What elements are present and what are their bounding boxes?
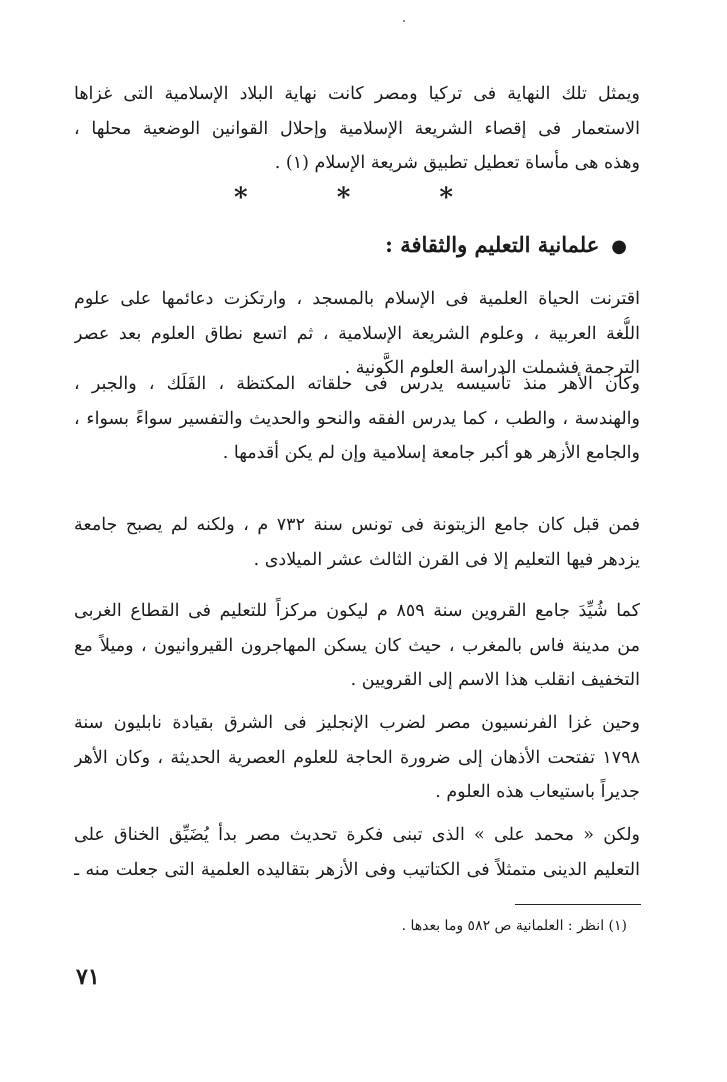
paragraph-7 [74,818,640,887]
text-line: وكان الأهر منذ تأسيسه يدرس فى حلقاته المكتظة ، الفَلَك ، والجبر ، [74,374,640,394]
page-number: ٧١ [76,964,100,990]
paragraph-5 [74,594,640,698]
text-line: ١٧٩٨ تفتحت الأذهان إلى ضرورة الحاجة للعلوم العصرية الحديثة ، وكان الأهر [74,747,640,768]
text-line: والجامع الأزهر هو أكبر جامعة إسلامية وإن لم يكن أقدمها . [222,443,640,463]
text-line: التخفيف انقلب هذا الاسم إلى القرويين . [350,670,640,690]
text-line: الترجمة فشملت الدراسة العلوم الكَّونية . [344,358,640,378]
text-line: اللُّغة العربية ، وعلوم الشريعة الإسلامية ، ثم اتسع نطاق العلوم بعد عصر [74,323,640,344]
paragraph-3 [74,367,640,471]
text-line: وحين غزا الفرنسيون مصر لضرب الإنجليز فى الشرق بقيادة نابليون سنة [74,713,640,733]
text-line: جديراً باستيعاب هذه العلوم . [435,782,640,802]
text-line: الاستعمار فى إقصاء الشريعة الإسلامية وإحلال القوانين الوضعية محلها ، [74,118,640,139]
section-heading-text: علمانية التعليم والثقافة : [385,232,600,257]
bullet-icon: ● [611,236,627,257]
ink-speck [403,20,405,22]
section-heading [385,232,627,257]
paragraph-1 [74,77,640,181]
text-line: كما شُيِّدَ جامع القروين سنة ٨٥٩ م ليكون مركزاً للتعليم فى القطاع الغربى [74,601,640,621]
footnote: (١) انظر : العلمانية ص ٥٨٢ وما بعدها . [401,918,627,934]
text-line: التعليم الدينى متمثلاً فى الكتاتيب وفى الأزهر بتقاليده العلمية التى جعلت منه ـ [74,859,640,880]
text-line: والهندسة ، والطب ، كما يدرس الفقه والنحو والحديث والتفسير سواءً بسواء ، [74,408,640,429]
paragraph-4 [74,508,640,577]
footnote-rule [515,904,641,905]
text-line: اقترنت الحياة العلمية فى الإسلام بالمسجد ، وارتكزت دعائمها على علوم [74,289,640,309]
paragraph-6 [74,706,640,810]
text-line: فمن قبل كان جامع الزيتونة فى تونس سنة ٧٣٢ م ، ولكنه لم يصبح جامعة [74,515,640,535]
text-line: من مدينة فاس بالمغرب ، حيث كان يسكن المهاجرون القيروانيون ، وميلاً مع [74,635,640,656]
text-line: ويمثل تلك النهاية فى تركيا ومصر كانت نهاية البلاد الإسلامية التى غزاها [74,84,640,104]
text-line: وهذه هى مأساة تعطيل تطبيق شريعة الإسلام (١) . [274,153,640,173]
section-separator: * * * [234,183,493,213]
text-line: ولكن « محمد على » الذى تبنى فكرة تحديث مصر بدأ يُضَيِّق الخناق على [74,825,640,845]
text-line: يزدهر فيها التعليم إلا فى القرن الثالث عشر الميلادى . [253,549,640,570]
